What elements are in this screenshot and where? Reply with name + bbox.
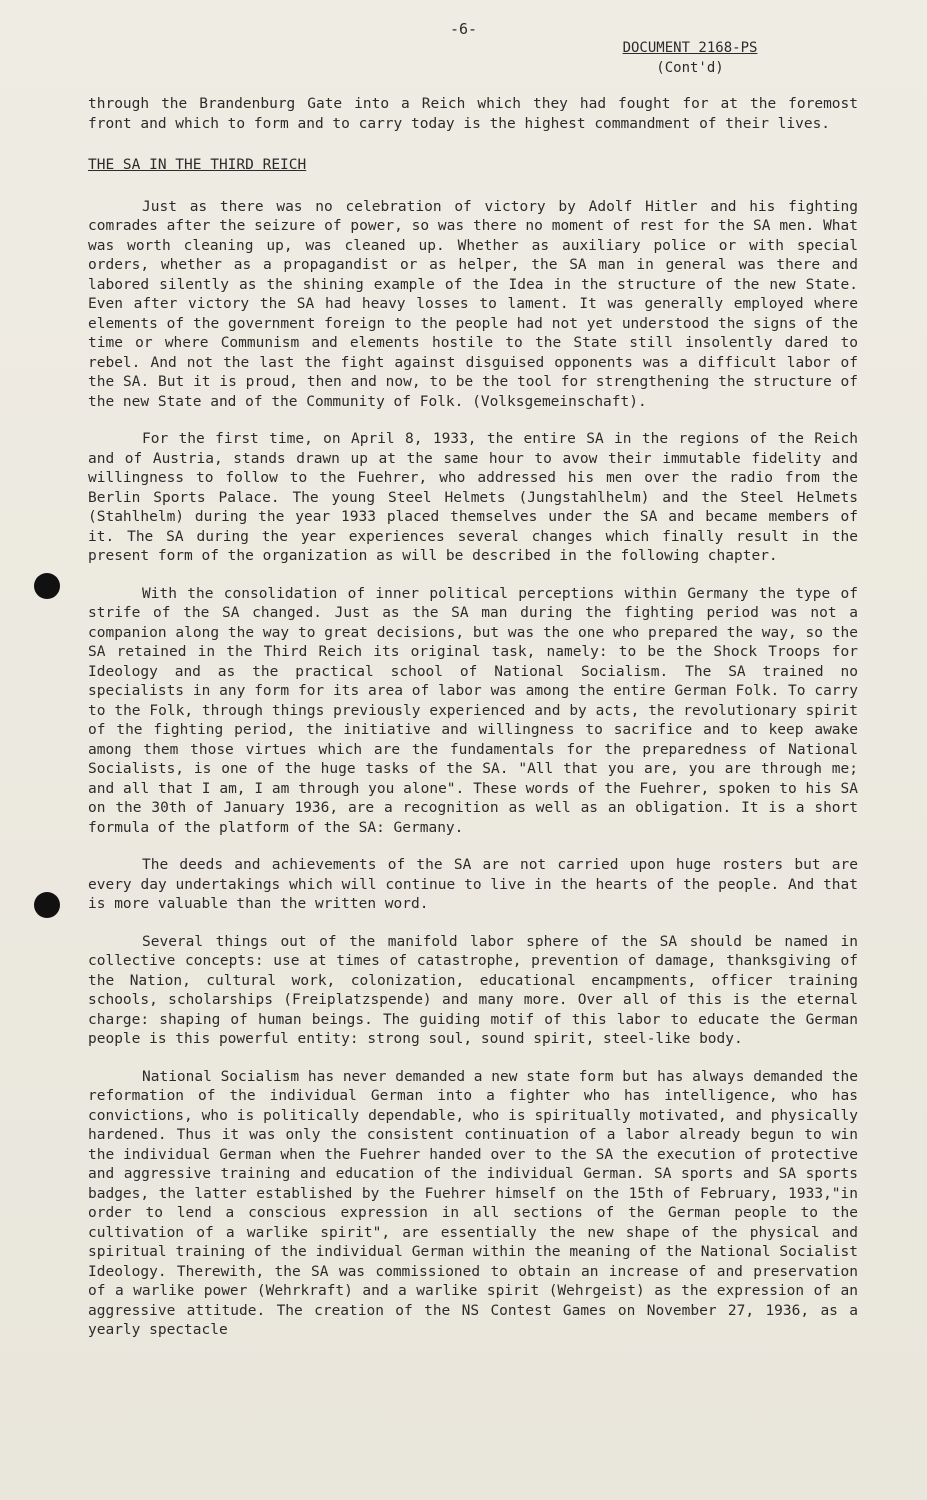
punch-hole — [34, 892, 60, 918]
document-number: DOCUMENT 2168-PS — [622, 40, 758, 56]
section-heading: THE SA IN THE THIRD REICH — [88, 157, 307, 173]
paragraph: Just as there was no celebration of victory by Adolf Hitler and his fighting comrades after the seizure of power, so was there no moment of rest for the SA men. What was worth cleaning up, was cleaned up. Whether as auxiliary police or with special orders, whether as a propagandist or as helper, the SA man in general was there and labored silently as the shining example of the Idea in the structure of the new State. Even after victory the SA had heavy losses to lament. It was generally employed where elements of the government foreign to the people had not yet understood the signs of the time or where Communism and elements hostile to the State still insolently dared to rebel. And not the last the fight against disguised opponents was a difficult labor of the SA. But it is proud, then and now, to be the tool for strengthening the structure of the new State and of the Community of Folk. (Volksgemeinschaft). — [88, 198, 858, 410]
paragraph: For the first time, on April 8, 1933, the entire SA in the regions of the Reich and of Austria, stands drawn up at the same hour to avow their immutable fidelity and willingness to follow to the Fuehrer, who addressed his men over the radio from the Berlin Sports Palace. The young Steel Helmets (Jungstahlhelm) and the Steel Helmets (Stahlhelm) during the year 1933 placed themselves under the SA and became members of it. The SA during the year experiences several changes which finally result in the present form of the organization as will be described in the following chapter. — [88, 431, 858, 564]
paragraph-continuation: through the Brandenburg Gate into a Reich which they had fought for at the foremost front and which to form and to carry today is the highest commandment of their lives. — [88, 96, 858, 132]
document-reference — [600, 38, 780, 78]
paragraph: With the consolidation of inner political perceptions within Germany the type of strife of the SA changed. Just as the SA man during the fighting period was not a companion along the way to great decisions, but was the one who prepared the way, so the SA retained in the Third Reich its original task, namely: to be the Shock Troops for Ideology and as the practical school of National Socialism. The SA trained no specialists in any form for its area of labor was among the entire German Folk. To carry to the Folk, through things previously experienced and by acts, the revolutionary spirit of the fighting period, the initiative and willingness to sacrifice and to keep awake among them those virtues which are the fundamentals for the preparedness of National Socialists, is one of the huge tasks of the SA. "All that you are, you are through me; and all that I am, I am through you alone". These words of the Fuehrer, spoken to his SA on the 30th of January 1936, are a recognition as well as an obligation. It is a short formula of the platform of the SA: Germany. — [88, 585, 858, 836]
continued-label: (Cont'd) — [656, 60, 724, 76]
paragraph: Several things out of the manifold labor sphere of the SA should be named in collective concepts: use at times of catastrophe, prevention of damage, thanksgiving of the Nation, cultural work, colonization, educational encampments, officer training schools, scholarships (Freiplatzspende) and many more. Over all of this is the eternal charge: shaping of human beings. The guiding motif of this labor to educate the German people is this powerful entity: strong soul, sound spirit, steel-like body. — [88, 933, 858, 1047]
document-body — [88, 95, 858, 1359]
paragraph: National Socialism has never demanded a new state form but has always demanded the reformation of the individual German into a fighter who has intelligence, who has convictions, who is politically dependable, who is spiritually motivated, and physically hardened. Thus it was only the consistent continuation of a labor already begun to win the individual German when the Fuehrer handed over to the SA the execution of protective and aggressive training and education of the individual German. SA sports and SA sports badges, the latter established by the Fuehrer himself on the 15th of February, 1933,"in order to lend a conscious expression in all sections of the German people to the cultivation of a warlike spirit", are essentially the new shape of the physical and spiritual training of the individual German within the meaning of the National Socialist Ideology. Therewith, the SA was commissioned to obtain an increase of and preservation of a warlike power (Wehrkraft) and a warlike spirit (Wehrgeist) as the expression of an aggressive attitude. The creation of the NS Contest Games on November 27, 1936, as a yearly spectacle — [88, 1068, 858, 1338]
paragraph: The deeds and achievements of the SA are not carried upon huge rosters but are every day undertakings which will continue to live in the hearts of the people. And that is more valuable than the written word. — [88, 857, 858, 912]
punch-hole — [34, 573, 60, 599]
page-number: -6- — [449, 20, 478, 38]
